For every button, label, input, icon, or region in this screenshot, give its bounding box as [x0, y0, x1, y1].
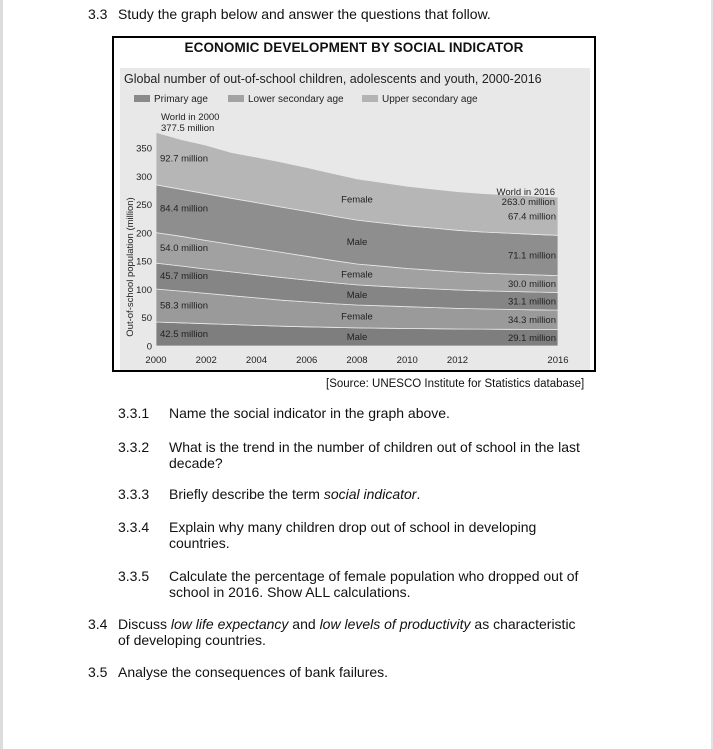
- series-end-label: 34.3 million: [507, 314, 556, 326]
- y-tick-label: 300: [136, 171, 152, 183]
- chart-source: [Source: UNESCO Institute for Statistics database]: [326, 378, 585, 390]
- q-3-3-1-text: Name the social indicator in the graph above.: [169, 405, 450, 421]
- q-3-4-line2: of developing countries.: [118, 632, 266, 648]
- q-3-3-3-number: 3.3.3: [118, 486, 150, 502]
- q-3-3-3-pre: Briefly describe the term: [169, 486, 324, 502]
- x-tick-label: 2016: [547, 355, 569, 366]
- chart-legend: [134, 94, 478, 105]
- x-tick-label: 2004: [245, 355, 268, 366]
- y-tick-label: 0: [146, 341, 152, 353]
- x-tick-label: 2012: [446, 355, 469, 366]
- section-instruction: Study the graph below and answer the questions that follow.: [118, 6, 491, 22]
- q-3-3-5-line2: school in 2016. Show ALL calculations.: [169, 584, 411, 600]
- chart-y-axis: [125, 144, 152, 353]
- world-2000-value: 377.5 million: [161, 123, 215, 134]
- x-tick-label: 2008: [346, 355, 368, 366]
- q-3-5-text: Analyse the consequences of bank failures.: [118, 664, 389, 680]
- legend-swatch: [228, 95, 244, 102]
- chart-subtitle: Global number of out-of-school children, adolescents and youth, 2000-2016: [124, 72, 542, 86]
- q-3-3-2-line2: decade?: [169, 455, 223, 471]
- y-tick-label: 50: [141, 313, 152, 325]
- q-3-4-post: as characteristic: [470, 616, 576, 632]
- series-gender-label: Female: [341, 311, 373, 323]
- y-tick-label: 250: [136, 200, 152, 212]
- series-start-label: 42.5 million: [160, 328, 209, 340]
- series-gender-label: Female: [341, 194, 373, 206]
- series-end-label: 29.1 million: [507, 332, 556, 344]
- x-tick-label: 2000: [145, 355, 167, 366]
- q-3-3-4-line1: Explain why many children drop out of school in developing: [169, 519, 537, 535]
- page-left-edge: [0, 0, 3, 749]
- legend-label: Upper secondary age: [382, 94, 478, 105]
- q-3-3-2-line1: What is the trend in the number of children out of school in the last: [169, 439, 580, 455]
- q-3-3-3-text: [169, 486, 420, 503]
- series-gender-label: Male: [346, 237, 368, 249]
- q-3-3-3-post: .: [416, 486, 421, 502]
- series-gender-label: Male: [346, 289, 368, 301]
- q-3-4-pre: Discuss: [118, 616, 171, 632]
- q-3-3-5-number: 3.3.5: [118, 568, 150, 584]
- series-gender-label: Male: [346, 331, 368, 343]
- series-start-label: 58.3 million: [160, 300, 209, 312]
- y-tick-label: 200: [136, 228, 152, 240]
- y-axis-title: Out-of-school population (million): [125, 197, 136, 337]
- series-start-label: 54.0 million: [160, 242, 209, 254]
- world-2000-label: World in 2000: [161, 112, 220, 123]
- series-end-label: 31.1 million: [507, 296, 556, 308]
- legend-swatch: [134, 95, 150, 102]
- x-tick-label: 2006: [296, 355, 318, 366]
- q-3-3-1-number: 3.3.1: [118, 405, 150, 421]
- world-2016-value: 263.0 million: [501, 197, 555, 209]
- series-end-label: 71.1 million: [507, 250, 556, 262]
- q-3-4-line1: [118, 616, 576, 633]
- series-start-label: 84.4 million: [160, 203, 209, 215]
- q-3-3-2-number: 3.3.2: [118, 439, 150, 455]
- series-start-label: 92.7 million: [160, 153, 209, 165]
- series-end-label: 30.0 million: [507, 279, 556, 291]
- series-end-label: 67.4 million: [507, 211, 556, 223]
- y-tick-label: 150: [136, 256, 152, 268]
- section-number: 3.3: [88, 6, 108, 22]
- q-3-3-4-number: 3.3.4: [118, 519, 150, 535]
- x-tick-label: 2002: [195, 355, 217, 366]
- y-tick-label: 100: [136, 284, 152, 296]
- q-3-4-number: 3.4: [88, 616, 108, 632]
- legend-label: Lower secondary age: [248, 94, 344, 105]
- chart-x-axis: [145, 355, 568, 366]
- q-3-3-3-term: social indicator: [323, 486, 417, 502]
- chart-frame: [112, 36, 596, 372]
- y-tick-label: 350: [136, 143, 152, 155]
- chart-title: ECONOMIC DEVELOPMENT BY SOCIAL INDICATOR: [184, 40, 524, 55]
- series-start-label: 45.7 million: [160, 271, 209, 283]
- q-3-4-mid: and: [288, 616, 320, 632]
- legend-swatch: [362, 95, 378, 102]
- q-3-4-term2: low levels of productivity: [319, 616, 471, 632]
- q-3-4-term1: low life expectancy: [170, 616, 289, 632]
- x-tick-label: 2010: [396, 355, 418, 366]
- q-3-3-4-line2: countries.: [169, 535, 230, 551]
- world-2016-label: World in 2016: [496, 187, 555, 199]
- legend-label: Primary age: [154, 94, 208, 105]
- q-3-3-5-line1: Calculate the percentage of female population who dropped out of: [169, 568, 579, 584]
- series-gender-label: Female: [341, 269, 373, 281]
- q-3-5-number: 3.5: [88, 664, 108, 680]
- area-chart: [114, 38, 594, 370]
